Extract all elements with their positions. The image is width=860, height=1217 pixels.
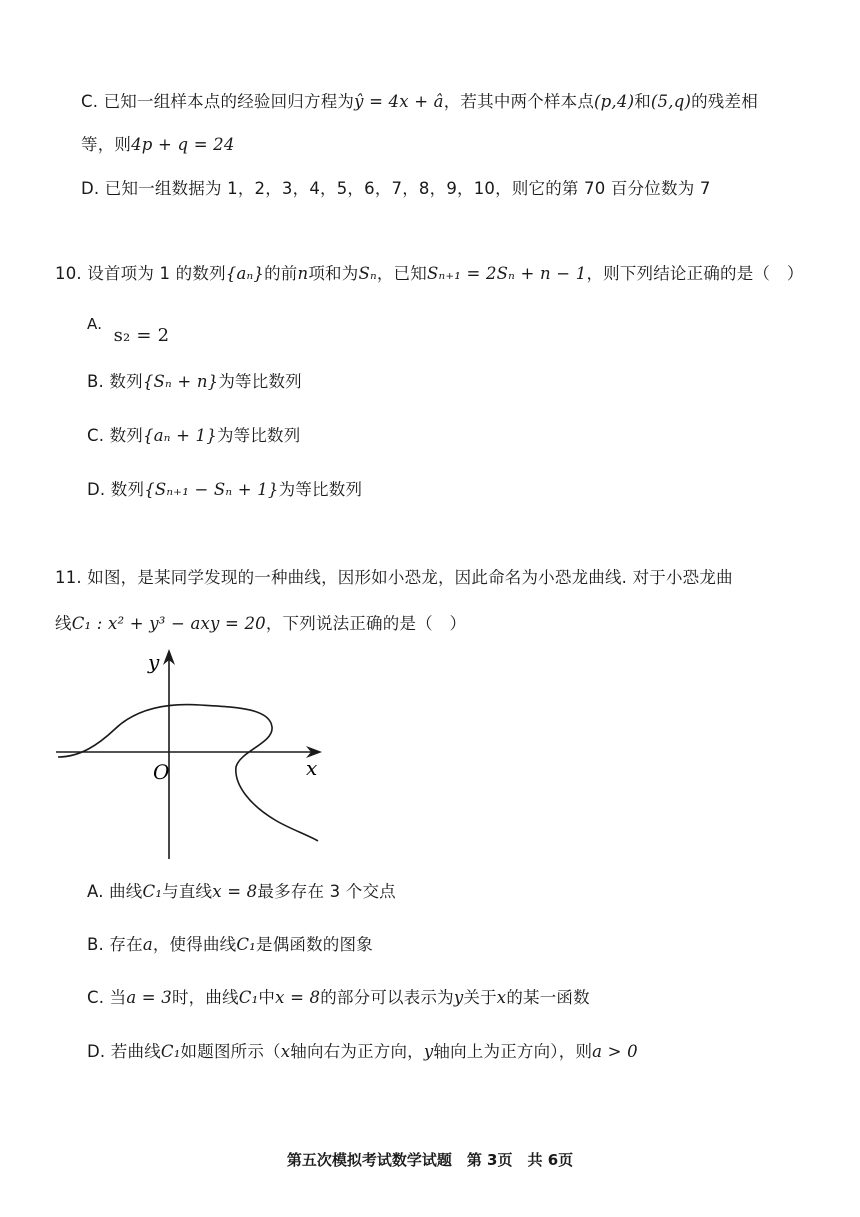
q11-option-c	[87, 986, 590, 1010]
q11-stem-line1: 11. 如图，是某同学发现的一种曲线，因形如小恐龙，因此命名为小恐龙曲线. 对于小恐龙曲	[55, 568, 733, 587]
math-seq-b: {Sₙ + n}	[142, 372, 219, 391]
text: 项和为	[308, 264, 359, 283]
text: A. 曲线	[87, 882, 143, 901]
math-curve-eq: C₁ : x² + y³ − axy = 20	[71, 614, 266, 633]
math-a-positive: a > 0	[592, 1042, 638, 1061]
math-recurrence: Sₙ₊₁ = 2Sₙ + n − 1	[426, 264, 587, 283]
text: 关于	[463, 988, 497, 1007]
q11-stem-line2	[55, 612, 466, 636]
math-c1: C₁	[238, 988, 259, 1007]
text: ，已知	[376, 264, 427, 283]
text: C. 当	[87, 988, 127, 1007]
math-point-2: (5,q)	[650, 92, 692, 111]
dinosaur-curve-figure	[50, 645, 340, 865]
q9-option-c-line1	[81, 90, 758, 114]
dinosaur-curve	[58, 705, 318, 841]
q10-option-a	[87, 315, 170, 346]
math-x8: x = 8	[212, 882, 258, 901]
text: 是偶函数的图象	[256, 935, 373, 954]
math-sequence: {aₙ}	[225, 264, 265, 283]
math-c1: C₁	[142, 882, 163, 901]
q9-option-c-line2	[81, 133, 235, 157]
text: 等，则	[81, 135, 132, 154]
math-sn: Sₙ	[358, 264, 377, 283]
q11-option-a	[87, 880, 396, 904]
text: D. 若曲线	[87, 1042, 161, 1061]
math-seq-c: {aₙ + 1}	[143, 426, 217, 445]
y-axis-label: y	[148, 650, 160, 674]
text: 与直线	[162, 882, 213, 901]
q10-option-b	[87, 370, 302, 394]
text: ，下列说法正确的是（ ）	[265, 614, 467, 633]
text: D. 数列	[87, 480, 145, 499]
math-seq-d: {Sₙ₊₁ − Sₙ + 1}	[144, 480, 279, 499]
text: ，使得曲线	[152, 935, 237, 954]
text: 轴向右为正方向，	[290, 1042, 424, 1061]
q9-option-d: D. 已知一组数据为 1，2，3，4，5，6，7，8，9，10，则它的第 70 百分位数为 7	[81, 179, 711, 198]
text: 轴向上为正方向），则	[433, 1042, 593, 1061]
option-label: A.	[87, 315, 103, 333]
text: 线	[55, 614, 72, 633]
math-s2: s₂ = 2	[113, 325, 170, 346]
text: 中	[258, 988, 276, 1007]
math-n: n	[297, 264, 309, 283]
math-c1: C₁	[160, 1042, 181, 1061]
text: ，则下列结论正确的是（ ）	[586, 264, 804, 283]
text: 为等比数列	[216, 426, 301, 445]
text: 10. 设首项为 1 的数列	[55, 264, 226, 283]
text: C. 已知一组样本点的经验回归方程为	[81, 92, 355, 111]
q10-option-d	[87, 478, 362, 502]
math-a: a	[142, 935, 153, 954]
math-y: y	[453, 988, 464, 1007]
math-x: x	[496, 988, 507, 1007]
text: 时，曲线	[171, 988, 239, 1007]
math-x: x	[280, 1042, 291, 1061]
math-regression-eq: ŷ = 4x + â	[354, 92, 444, 111]
page-footer: 第五次模拟考试数学试题 第 3页 共 6页	[286, 1151, 574, 1169]
x-axis-label: x	[306, 756, 318, 780]
text: 的部分可以表示为	[320, 988, 454, 1007]
text: C. 数列	[87, 426, 144, 445]
q11-option-d	[87, 1040, 638, 1064]
text: 为等比数列	[278, 480, 363, 499]
text: B. 数列	[87, 372, 143, 391]
text: B. 存在	[87, 935, 143, 954]
q11-option-b	[87, 933, 373, 957]
math-c1: C₁	[236, 935, 256, 954]
q10-stem	[55, 262, 804, 286]
text: 为等比数列	[218, 372, 302, 391]
text: 的残差相	[691, 92, 758, 111]
origin-label: O	[153, 760, 170, 784]
text: 的某一函数	[506, 988, 590, 1007]
text: ，若其中两个样本点	[443, 92, 595, 111]
math-x8: x = 8	[275, 988, 321, 1007]
math-y: y	[423, 1042, 434, 1061]
math-result: 4p + q = 24	[131, 135, 235, 154]
math-point-1: (p,4)	[594, 92, 635, 111]
text: 如题图所示（	[180, 1042, 281, 1061]
q10-option-c	[87, 424, 300, 448]
text: 和	[634, 92, 651, 111]
math-a3: a = 3	[126, 988, 172, 1007]
text: 的前	[264, 264, 298, 283]
text: 最多存在 3 个交点	[257, 882, 396, 901]
